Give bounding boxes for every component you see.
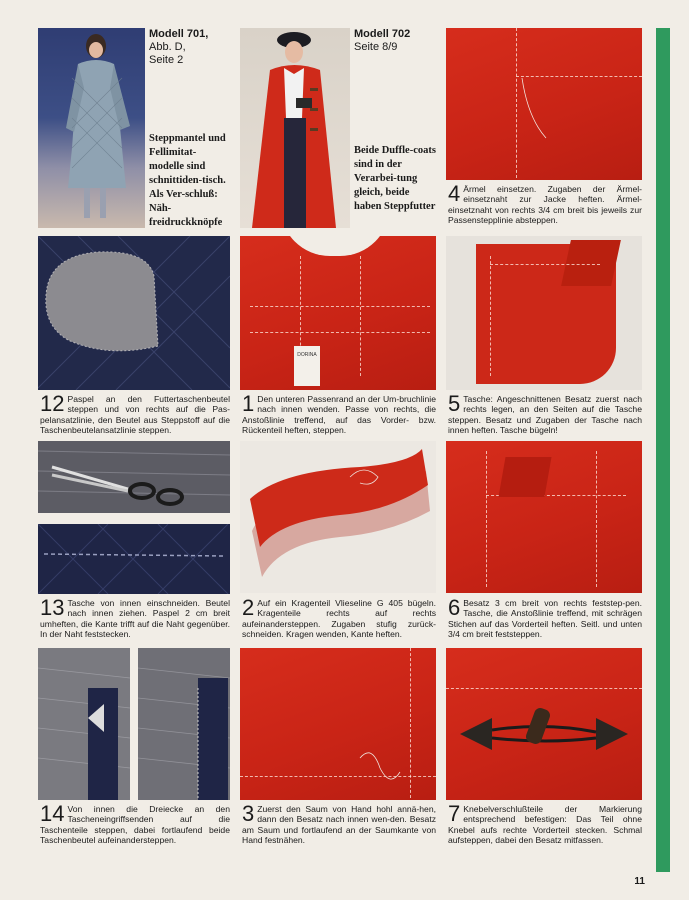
- caption-step-3: [242, 801, 436, 846]
- measuring-tape-label: DORINA: [297, 352, 317, 358]
- step-12-number: 12: [40, 391, 65, 416]
- step-14-text: Von innen die Dreiecke an den Tascheneingriffsenden auf die Taschenteile steppen, dabei fortlaufend beide Taschenbeutel aufeinandersteppen.: [40, 804, 230, 846]
- model-701-heading: [149, 28, 233, 67]
- pocket-bag-right: [138, 648, 230, 800]
- model-702-note: Beide Duffle-coats sind in der Verarbei-tung gleich, beide haben Steppfutter: [354, 145, 436, 212]
- measuring-tape: [294, 346, 320, 386]
- step-1-number: 1: [242, 391, 255, 416]
- photo-quilted-coat: [38, 28, 145, 228]
- caption-step-7: [448, 801, 642, 846]
- photo-step-14-left: [38, 648, 130, 800]
- toggle-fastener-icon: [446, 648, 642, 800]
- photo-step-13-pocket-slit: [38, 524, 230, 594]
- hem-thread: [240, 648, 436, 800]
- caption-step-6: [448, 595, 642, 640]
- page-number: 11: [634, 876, 645, 887]
- caption-step-1: [242, 391, 436, 436]
- photo-step-13-cutting: [38, 441, 230, 513]
- step-5-number: 5: [448, 391, 461, 416]
- photo-step-3-hem: [240, 648, 436, 800]
- model-702-page: Seite 8/9: [354, 41, 398, 53]
- step-7-number: 7: [448, 801, 461, 826]
- pocket-flap: [498, 457, 551, 497]
- collar-shape: [240, 441, 436, 593]
- photo-step-4-sleeve: [446, 28, 642, 180]
- photo-step-1-yoke: [240, 236, 436, 390]
- step-2-text: Auf ein Kragenteil Vlieseline G 405 bügeln. Kragenteile rechts auf rechts aufeinandersteppen. Zugaben stufig zurück-schneiden. Kragen wenden, Kante heften.: [242, 598, 436, 640]
- photo-step-12-pocket-bag: [38, 236, 230, 390]
- step-5-text: Tasche: Angeschnittenen Besatz zuerst nach rechts legen, an den Seiten auf die Tasche steppen. Besatz und Zugaben der Tasche nach innen heften. Tasche bügeln!: [448, 394, 642, 436]
- quilted-lining: [38, 236, 230, 390]
- step-3-text: Zuerst den Saum von Hand hohl annä-hen, dann den Besatz nach innen wen-den. Besatz am Saum und fortlaufend an der Saumkante von Hand festnähen.: [242, 804, 436, 846]
- pocket-bag-left: [38, 648, 130, 800]
- thread-lines: [446, 28, 642, 180]
- step-7-text: Knebelverschlußteile der Markierung entsprechend befestigen: Das Teil ohne Knebel aufs rechte Vorderteil stecken. Schmal aufsteppen, dabei den Besatz mitfassen.: [448, 804, 642, 846]
- step-6-number: 6: [448, 595, 461, 620]
- model-701-abb: Abb. D,: [149, 41, 186, 53]
- caption-step-13: [40, 595, 230, 640]
- duffle-coat-figure: [240, 28, 350, 228]
- model-701-note: Steppmantel und Fellimitat-modelle sind schnittiden-tisch. Als Ver-schluß: Näh-freidruckknöpfe: [149, 133, 226, 228]
- step-4-number: 4: [448, 181, 461, 206]
- caption-step-12: [40, 391, 230, 436]
- step-13-number: 13: [40, 595, 65, 620]
- model-701-page: Seite 2: [149, 54, 184, 66]
- caption-step-4: [448, 181, 642, 226]
- photo-step-5-pocket: [446, 236, 642, 390]
- scissors-icon: [38, 441, 230, 513]
- step-2-number: 2: [242, 595, 255, 620]
- pin-line: [38, 524, 230, 594]
- step-4-text: Ärmel einsetzen. Zugaben der Ärmel-einsetznaht zur Jacke heften. Ärmel-einsetznaht von rechts 3/4 cm breit bis jeweils zur Passenstepplinie absteppen.: [448, 184, 642, 226]
- caption-step-2: [242, 595, 436, 640]
- caption-step-5: [448, 391, 642, 436]
- pocket-facing: [561, 240, 621, 286]
- model-702-title: Modell 702: [354, 28, 411, 40]
- photo-step-2-collar: [240, 441, 436, 593]
- quilted-coat-figure: [38, 28, 145, 228]
- step-14-number: 14: [40, 801, 65, 826]
- step-3-number: 3: [242, 801, 255, 826]
- photo-step-14-right: [138, 648, 230, 800]
- green-side-bar: [656, 28, 670, 872]
- step-1-text: Den unteren Passenrand an der Um-bruchlinie nach innen wenden. Passe von rechts, die Anstoßlinie treffend, auf das Vorder- bzw. Rückenteil heften, steppen.: [242, 394, 436, 436]
- step-12-text: Paspel an den Futtertaschenbeutel steppen und von rechts auf die Pas-pelansatzlinie, den Beutel aus Steppstoff auf die Taschenbeutelansatzlinie steppen.: [40, 394, 230, 436]
- photo-red-duffle-coat: [240, 28, 350, 228]
- step-6-text: Besatz 3 cm breit von rechts feststep-pen. Tasche, die Anstoßlinie treffend, mit schrägen Stichen auf das Vorderteil heften. Seitl. und unten 3/4 cm breit feststeppen.: [448, 598, 642, 640]
- step-13-text: Tasche von innen einschneiden. Beutel nach innen ziehen. Paspel 2 cm breit umheften, die Kante trifft auf die Naht gegenüber. In der Naht feststecken.: [40, 598, 230, 640]
- photo-step-7-toggle: [446, 648, 642, 800]
- model-702-heading: [354, 28, 438, 54]
- model-701-title: Modell 701,: [149, 28, 209, 40]
- caption-step-14: [40, 801, 230, 846]
- photo-step-6-pocket-attach: [446, 441, 642, 593]
